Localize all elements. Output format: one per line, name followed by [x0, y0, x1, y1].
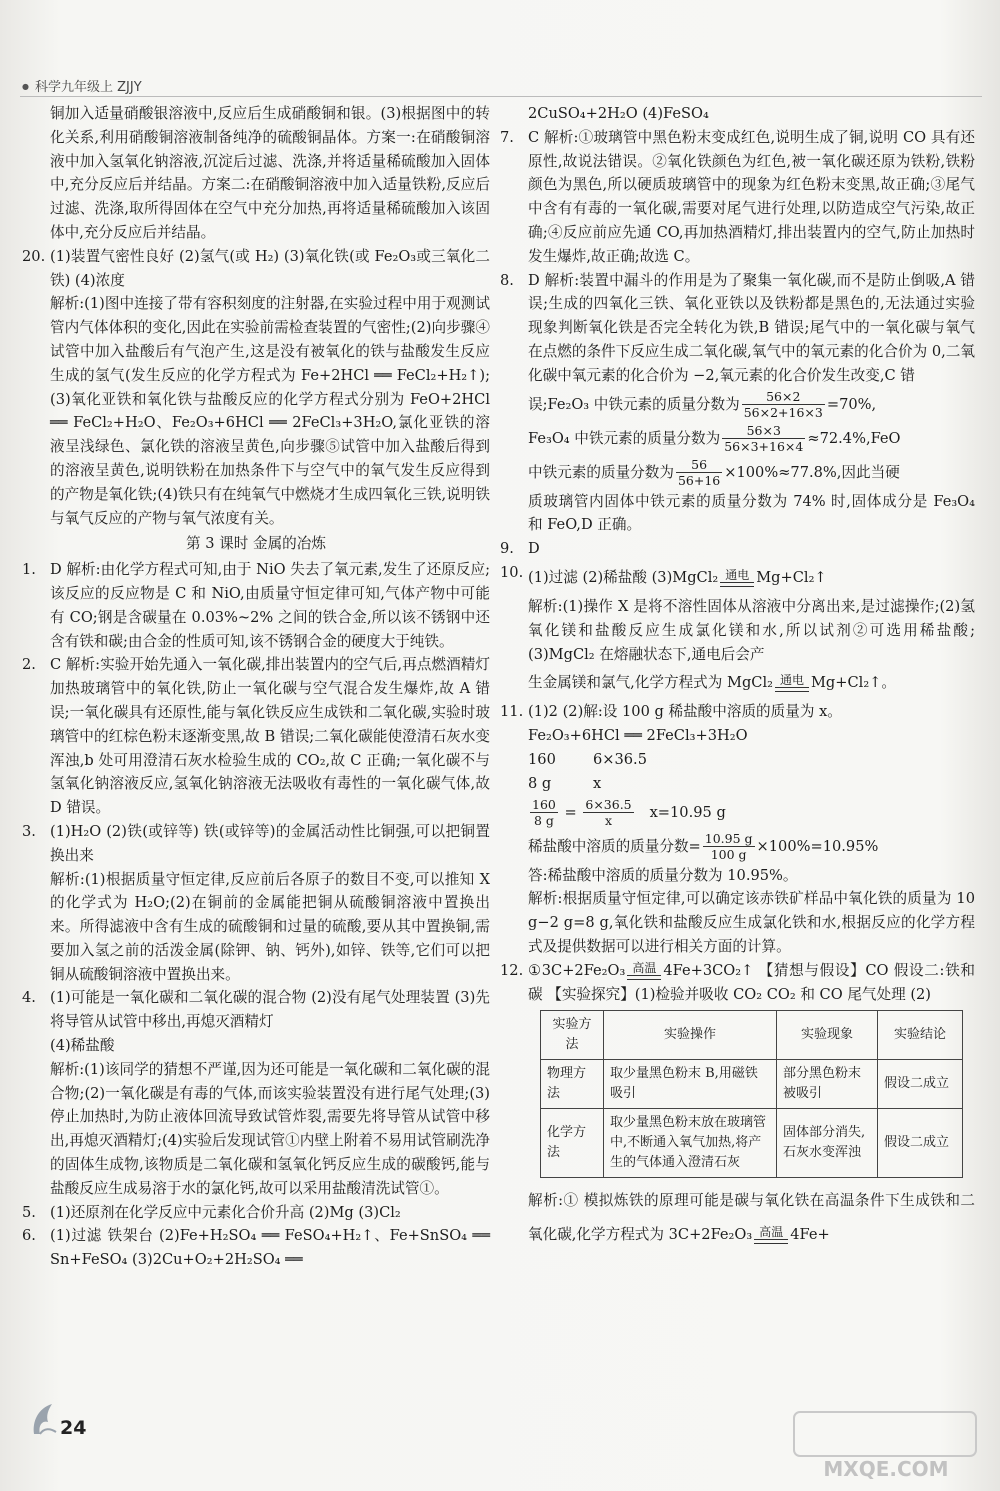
question-9: [500, 537, 975, 561]
formula-text: ×100%=10.95%: [756, 837, 879, 855]
formula-text: ①3C+2Fe₂O₃: [528, 961, 626, 979]
question-11: [500, 700, 975, 958]
question-5: [22, 1201, 490, 1225]
question-2: [22, 653, 490, 820]
table-header: 实验操作: [604, 1011, 777, 1060]
table-row: [541, 1109, 963, 1178]
question-number: 4.: [22, 989, 36, 1007]
question-12: [500, 959, 975, 1253]
table-header: 实验方法: [541, 1011, 604, 1060]
analysis-text: 解析:(1)该同学的猜想不严谨,因为还可能是一氧化碳和二氧化碳的混合物;(2)一氧化碳是有毒的气体,而该实验装置没有进行尾气处理;(3)停止加热时,为防止液体回流导致试管炸裂,需要先将导管从试管中移出,再熄灭酒精灯;(4)实验后发现试管①内壁上附着不易用试管刷洗净的固体生成物,该物质是二氧化碳和氢氧化钙反应生成的碳酸钙,能与盐酸反应生成易溶于水的氯化钙,故可以采用盐酸清洗试管①。: [50, 1060, 490, 1197]
formula-text: x=10.95 g: [649, 803, 726, 821]
header-rule: [20, 96, 982, 97]
table-row: [541, 1060, 963, 1109]
fraction: [676, 457, 722, 488]
fraction-numerator: 160: [532, 797, 556, 813]
formula-text: 解析:① 模拟炼铁的原理可能是碳与氧化铁在高温条件下生成铁和二氧化碳,化学方程式为 3C+2Fe₂O₃: [528, 1192, 975, 1244]
table-cell: 化学方法: [541, 1109, 604, 1178]
reaction-condition: [720, 569, 754, 587]
question-20: [22, 245, 490, 531]
formula-text: Mg+Cl₂↑: [756, 568, 827, 586]
question-number: 12.: [500, 961, 524, 979]
fraction: [530, 797, 558, 828]
question-number: 3.: [22, 822, 36, 840]
question-number: 6.: [22, 1227, 36, 1245]
fraction: [722, 423, 805, 454]
question-number: 5.: [22, 1203, 36, 1221]
question-7: [500, 126, 975, 269]
fraction: [742, 389, 825, 420]
reaction-condition: [627, 962, 661, 980]
formula-text: ×100%≈77.8%,因此当硬: [724, 463, 900, 481]
equals-bar: [775, 687, 809, 692]
fraction-numerator: 56×3: [722, 423, 805, 439]
fraction-numerator: 56×2: [742, 389, 825, 405]
equals-bar: [754, 1239, 788, 1244]
section-heading: 第 3 课时 金属的冶炼: [186, 535, 326, 553]
table-cell: 取少量黑色粉末放在玻璃管中,不断通入氧气加热,将产生的气体通入澄清石灰: [604, 1109, 777, 1178]
condition-label: 通电: [725, 567, 750, 582]
table-cell: 固体部分消失,石灰水变浑浊: [777, 1109, 878, 1178]
equals-bar: [627, 975, 661, 980]
question-number: 11.: [500, 703, 524, 721]
ratio-row: 160 6×36.5: [528, 750, 647, 768]
question-number: 2.: [22, 656, 36, 674]
condition-label: 高温: [632, 960, 657, 975]
table-cell: 假设二成立: [878, 1060, 963, 1109]
fraction-denominator: 100 g: [710, 847, 747, 863]
equals-bar: [720, 582, 754, 587]
answer-text: C 解析:①玻璃管中黑色粉末变成红色,说明生成了铜,说明 CO 具有还原性,故说法错误。②氧化铁颜色为红色,被一氧化碳还原为铁粉,铁粉颜色为黑色,所以硬质玻璃管中的现象为红色粉末变黑,故正确;③尾气中含有有毒的一氧化碳,需要对尾气进行处理,以防造成空气污染,故正确;④反应前应先通 CO,再加热酒精灯,排出装置内的空气,防止加热时发生爆炸,故正确;故选 C。: [528, 128, 975, 265]
question-number: 10.: [500, 563, 524, 581]
question-3: [22, 820, 490, 987]
fraction-denominator: 56+16: [677, 473, 721, 489]
answer-text: D 解析:装置中漏斗的作用是为了聚集一氧化碳,而不是防止倒吸,A 错误;生成的四氧化三铁、氧化亚铁以及铁粉都是黑色的,无法通过实验现象判断氧化铁是否完全转化为铁,B 错误;尾气中的一氧化碳与氧气在点燃的条件下反应生成二氧化碳,氧气中的氧元素的化合价为 0,二氧化碳中氧元素的化合价为 −2,氧元素的化合价发生改变,C 错: [528, 271, 975, 384]
condition-label: 通电: [779, 673, 804, 688]
reaction-condition: [775, 674, 809, 692]
formula-text: 误;Fe₂O₃ 中铁元素的质量分数为: [528, 395, 740, 413]
watermark-logo-icon: [786, 1410, 986, 1482]
proportion-line: $\frac{160}{8 g}$ = $\frac{6\times 36.5}{x}$ x=10.95 g: [532, 797, 726, 829]
question-10: [500, 561, 975, 700]
mass-fraction-line: [528, 830, 975, 864]
analysis-text: 解析:根据质量守恒定律,可以确定该赤铁矿样品中氧化铁的质量为 10 g−2 g=8 g,氧化铁和盐酸反应生成氯化铁和水,根据反应的化学方程式及提供数据可以进行相关方面的计算。: [528, 890, 975, 955]
watermark-text: MXQE.COM: [823, 1457, 949, 1481]
answer-text: (1)可能是一氧化碳和二氧化碳的混合物 (2)没有尾气处理装置 (3)先将导管从试管中移出,再熄灭酒精灯: [50, 989, 490, 1031]
question-number: 8.: [500, 271, 514, 289]
formula-text: (1)过滤 (2)稀盐酸 (3)MgCl₂: [528, 568, 719, 586]
answer-text: 答:稀盐酸中溶质的质量分数为 10.95%。: [528, 866, 798, 884]
analysis-text: [528, 1184, 975, 1252]
answer-text: D: [528, 540, 540, 558]
left-column: [22, 102, 490, 1272]
question-number: 9.: [500, 540, 514, 558]
answer-text: (1)H₂O (2)铁(或锌等) 铁(或锌等)的金属活动性比铜强,可以把铜置换出来: [50, 822, 490, 864]
fraction-denominator: 8 g: [533, 813, 554, 829]
formula-text: 生金属镁和氯气,化学方程式为 MgCl₂: [528, 674, 773, 692]
table-cell: 部分黑色粉末被吸引: [777, 1060, 878, 1109]
fraction-denominator: 56×3+16×4: [724, 439, 804, 455]
answer-text: (4)稀盐酸: [50, 1037, 115, 1055]
fraction-denominator: 56×2+16×3: [743, 405, 823, 421]
experiment-table: [540, 1010, 963, 1178]
question-number: 7.: [500, 128, 514, 146]
dolphin-logo-icon: [30, 1398, 60, 1440]
formula-text: 4Fe+3CO₂↑ 【猜想与假设】CO 假设二:铁和碳 【实验探究】(1)检验并吸收 CO₂ CO₂ 和 CO 尾气处理 (2): [528, 961, 975, 1003]
table-header: 实验结论: [878, 1011, 963, 1060]
question-8: [500, 269, 975, 538]
fraction-denominator: x: [604, 813, 613, 829]
formula-text: 4Fe+: [790, 1226, 830, 1244]
fraction-numerator: 6×36.5: [585, 797, 632, 813]
answer-text: (1)过滤 铁架台 (2)Fe+H₂SO₄ ══ FeSO₄+H₂↑、Fe+SnSO₄ ══ Sn+FeSO₄ (3)2Cu+O₂+2H₂SO₄ ══: [50, 1227, 490, 1269]
condition-label: 高温: [759, 1225, 784, 1240]
right-column: [500, 102, 975, 1252]
answer-text: (1)装置气密性良好 (2)氢气(或 H₂) (3)氧化铁(或 Fe₂O₃或三氧化二铁) (4)浓度: [50, 247, 490, 289]
question-6: [22, 1224, 490, 1272]
running-header: ● 科学九年级上 ZJJY: [22, 76, 142, 95]
formula-text: =70%,: [826, 395, 877, 413]
question-number: 1.: [22, 561, 36, 579]
analysis-text: [528, 666, 975, 700]
answer-text: D 解析:由化学方程式可知,由于 NiO 失去了氧元素,发生了还原反应;该反应的反应物是 C 和 NiO,由质量守恒定律可知,气体产物中可能有 CO;钢是含碳量在 0.03%~2% 之间的铁合金,所以该不锈钢中还含有铁和碳;由合金的性质可知,该不锈钢合金的硬度大于纯铁。: [50, 561, 490, 650]
table-cell: 取少量黑色粉末 B,用磁铁吸引: [604, 1060, 777, 1109]
analysis-text: 解析:(1)根据质量守恒定律,反应前后各原子的数目不变,可以推知 X 的化学式为 H₂O;(2)在铜前的金属能把铜从硫酸铜溶液中置换出来。所得滤液中含有生成的硫酸铜和过量的硫酸,要从其中置换铜,需要加入氢之前的活泼金属(除钾、钠、钙外),如锌、铁等,它们可以把铜从硫酸铜溶液中置换出来。: [50, 870, 490, 983]
question-number: 20.: [22, 247, 46, 265]
answer-text: [528, 959, 975, 1007]
table-header-row: [541, 1011, 963, 1060]
analysis-text: 解析:(1)操作 X 是将不溶性固体从溶液中分离出来,是过滤操作;(2)氢氧化镁和盐酸反应生成氯化镁和水,所以试剂②可选用稀盐酸;(3)MgCl₂ 在熔融状态下,通电后会产: [528, 597, 975, 663]
formula-line: [528, 456, 975, 490]
formula-text: Mg+Cl₂↑。: [810, 674, 896, 692]
fraction: [583, 797, 633, 828]
analysis-text: 解析:(1)图中连接了带有容积刻度的注射器,在实验过程中用于观测试管内气体体积的变化,因此在实验前需检查装置的气密性;(2)向步骤④试管中加入盐酸后有气泡产生,这是没有被氧化的铁与盐酸发生反应生成的氢气(发生反应的化学方程式为 Fe+2HCl ══ FeCl₂+H₂↑);(3)氧化亚铁和氧化铁与盐酸反应的化学方程式分别为 FeO+2HCl ══ FeCl₂+H₂O、Fe₂O₃+6HCl ══ 2FeCl₃+3H₂O,氯化亚铁的溶液呈浅绿色、氯化铁的溶液呈黄色,向步骤⑤试管中加入盐酸后得到的溶液呈黄色,说明铁粉在加热条件下与空气中的氧气发生反应得到的产物是氧化铁;(4)铁只有在纯氧气中燃烧才生成四氧化三铁,说明铁与氧气反应的产物与氧气浓度有关。: [50, 295, 490, 527]
formula-text: ≈72.4%,FeO: [807, 429, 901, 447]
fraction-numerator: 56: [676, 457, 722, 473]
equation: Fe₂O₃+6HCl ══ 2FeCl₃+3H₂O: [528, 727, 748, 745]
ratio-row: 8 g x: [528, 774, 602, 792]
answer-text: (1)还原剂在化学反应中元素化合价升高 (2)Mg (3)Cl₂: [50, 1203, 401, 1221]
formula-line: [528, 388, 975, 422]
formula-text: 稀盐酸中溶质的质量分数=: [528, 837, 701, 855]
paragraph-intro: 铜加入适量硝酸银溶液中,反应后生成硝酸铜和银。(3)根据图中的转化关系,利用硝酸铜溶液制备纯净的硫酸铜晶体。方案一:在硝酸铜溶液中加入氢氧化钠溶液,沉淀后过滤、洗涤,并将适量稀硫酸加入固体中,充分反应后并结晶。方案二:在硝酸铜溶液中加入适量铁粉,反应后过滤、洗涤,取所得固体在空气中充分加热,再将适量稀硫酸加入该固体中,充分反应后并结晶。: [50, 105, 490, 241]
fraction: [703, 831, 755, 862]
answer-text: [528, 561, 975, 595]
table-header: 实验现象: [777, 1011, 878, 1060]
table-cell: 物理方法: [541, 1060, 604, 1109]
table-cell: 假设二成立: [878, 1109, 963, 1178]
fraction-numerator: 10.95 g: [704, 831, 753, 847]
formula-line: [528, 422, 975, 456]
answer-text: 质玻璃管内固体中铁元素的质量分数为 74% 时,固体成分是 Fe₃O₄ 和 FeO,D 正确。: [528, 492, 975, 534]
answer-text: (1)2 (2)解:设 100 g 稀盐酸中溶质的质量为 x。: [528, 703, 842, 721]
reaction-condition: [754, 1226, 788, 1244]
page-number: 24: [60, 1417, 87, 1439]
formula-text: 中铁元素的质量分数为: [528, 463, 674, 481]
question-1: [22, 558, 490, 653]
answer-text: C 解析:实验开始先通入一氧化碳,排出装置内的空气后,再点燃酒精灯加热玻璃管中的氧化铁,防止一氧化碳与空气混合发生爆炸,故 A 错误;一氧化碳具有还原性,能与氧化铁反应生成铁和二氧化碳,实验时玻璃管中的红棕色粉末逐渐变黑,故 B 错误;二氧化碳能使澄清石灰水变浑浊,b 处可用澄清石灰水检验生成的 CO₂,故 C 正确;一氧化碳不与氢氧化钠溶液反应,氢氧化钠溶液无法吸收有毒性的一氧化碳气体,故 D 错误。: [50, 656, 490, 817]
question-4: [22, 986, 490, 1200]
formula-text: Fe₃O₄ 中铁元素的质量分数为: [528, 429, 721, 447]
continued-equation: 2CuSO₄+2H₂O (4)FeSO₄: [528, 105, 709, 122]
